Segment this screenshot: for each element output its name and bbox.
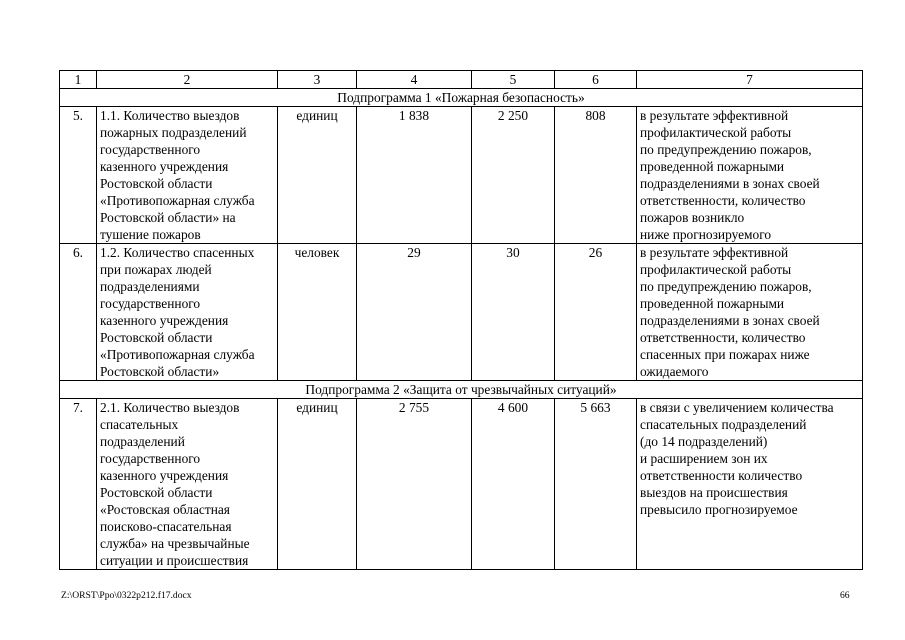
value-col6: 5 663 (555, 399, 637, 570)
indicator-name (97, 244, 278, 381)
indicator-name (97, 107, 278, 244)
value-col4: 2 755 (357, 399, 472, 570)
value-col4: 1 838 (357, 107, 472, 244)
explanation-note-line: ответственности количество (640, 468, 803, 483)
explanation-note-line: спасательных подразделений (640, 417, 807, 432)
explanation-note-line: спасенных при пожарах ниже (640, 347, 810, 362)
column-number-cell: 3 (278, 71, 357, 89)
footer-file-path: Z:\ORST\Ppo\0322p212.f17.docx (61, 590, 192, 601)
row-number: 5. (60, 107, 97, 244)
explanation-note-line: в результате эффективной (640, 108, 789, 123)
explanation-note (637, 107, 863, 244)
footer-page-number: 66 (840, 590, 850, 601)
column-number-cell: 2 (97, 71, 278, 89)
table-row (60, 399, 863, 570)
table-row (60, 107, 863, 244)
indicator-name-line: государственного (100, 451, 201, 466)
value-col5: 2 250 (472, 107, 555, 244)
explanation-note-line: пожаров возникло (640, 210, 745, 225)
value-col4: 29 (357, 244, 472, 381)
indicators-table (59, 70, 863, 570)
indicator-name-line: 2.1. Количество выездов (100, 400, 240, 415)
explanation-note-line: проведенной пожарными (640, 159, 785, 174)
value-col5: 30 (472, 244, 555, 381)
subprogram-row (60, 381, 863, 399)
indicator-name-line: «Противопожарная служба (100, 193, 255, 208)
explanation-note-line: в связи с увеличением количества (640, 400, 834, 415)
unit-cell: человек (278, 244, 357, 381)
document-table-container (59, 70, 862, 570)
unit-cell: единиц (278, 399, 357, 570)
explanation-note-line: (до 14 подразделений) (640, 434, 768, 449)
indicator-name-line: государственного (100, 296, 201, 311)
indicator-name-line: при пожарах людей (100, 262, 212, 277)
subprogram-title: Подпрограмма 1 «Пожарная безопасность» (60, 89, 863, 107)
value-col5: 4 600 (472, 399, 555, 570)
indicator-name-line: Ростовской области (100, 330, 213, 345)
column-number-cell: 1 (60, 71, 97, 89)
indicator-name-line: Ростовской области» на (100, 210, 236, 225)
value-col6: 808 (555, 107, 637, 244)
indicator-name-line: казенного учреждения (100, 468, 229, 483)
explanation-note (637, 399, 863, 570)
indicator-name-line: «Ростовская областная (100, 502, 230, 517)
indicator-name-line: «Противопожарная служба (100, 347, 255, 362)
indicator-name-line: государственного (100, 142, 201, 157)
column-number-row (60, 71, 863, 89)
indicator-name-line: 1.1. Количество выездов (100, 108, 240, 123)
subprogram-row (60, 89, 863, 107)
subprogram-title: Подпрограмма 2 «Защита от чрезвычайных ситуаций» (60, 381, 863, 399)
unit-cell: единиц (278, 107, 357, 244)
column-number-cell: 6 (555, 71, 637, 89)
column-number-cell: 7 (637, 71, 863, 89)
row-number: 7. (60, 399, 97, 570)
indicator-name-line: тушение пожаров (100, 227, 201, 242)
indicator-name-line: казенного учреждения (100, 313, 229, 328)
explanation-note-line: выездов на происшествия (640, 485, 788, 500)
indicator-name-line: Ростовской области (100, 176, 213, 191)
explanation-note-line: по предупреждению пожаров, (640, 279, 812, 294)
explanation-note-line: превысило прогнозируемое (640, 502, 798, 517)
indicator-name-line: Ростовской области» (100, 364, 220, 379)
explanation-note-line: ниже прогнозируемого (640, 227, 772, 242)
explanation-note-line: ответственности, количество (640, 193, 806, 208)
explanation-note-line: профилактической работы (640, 125, 792, 140)
column-number-cell: 4 (357, 71, 472, 89)
indicator-name (97, 399, 278, 570)
indicator-name-line: Ростовской области (100, 485, 213, 500)
indicator-name-line: служба» на чрезвычайные (100, 536, 250, 551)
indicator-name-line: казенного учреждения (100, 159, 229, 174)
indicator-name-line: спасательных (100, 417, 179, 432)
explanation-note-line: подразделениями в зонах своей (640, 313, 820, 328)
indicator-name-line: пожарных подразделений (100, 125, 247, 140)
indicator-name-line: подразделений (100, 434, 185, 449)
indicator-name-line: ситуации и происшествия (100, 553, 249, 568)
indicator-name-line: поисково-спасательная (100, 519, 232, 534)
explanation-note-line: ожидаемого (640, 364, 709, 379)
explanation-note-line: и расширением зон их (640, 451, 768, 466)
indicator-name-line: подразделениями (100, 279, 200, 294)
explanation-note-line: ответственности, количество (640, 330, 806, 345)
explanation-note-line: подразделениями в зонах своей (640, 176, 820, 191)
column-number-cell: 5 (472, 71, 555, 89)
explanation-note (637, 244, 863, 381)
table-row (60, 244, 863, 381)
value-col6: 26 (555, 244, 637, 381)
explanation-note-line: проведенной пожарными (640, 296, 785, 311)
explanation-note-line: по предупреждению пожаров, (640, 142, 812, 157)
explanation-note-line: профилактической работы (640, 262, 792, 277)
indicator-name-line: 1.2. Количество спасенных (100, 245, 255, 260)
row-number: 6. (60, 244, 97, 381)
explanation-note-line: в результате эффективной (640, 245, 789, 260)
